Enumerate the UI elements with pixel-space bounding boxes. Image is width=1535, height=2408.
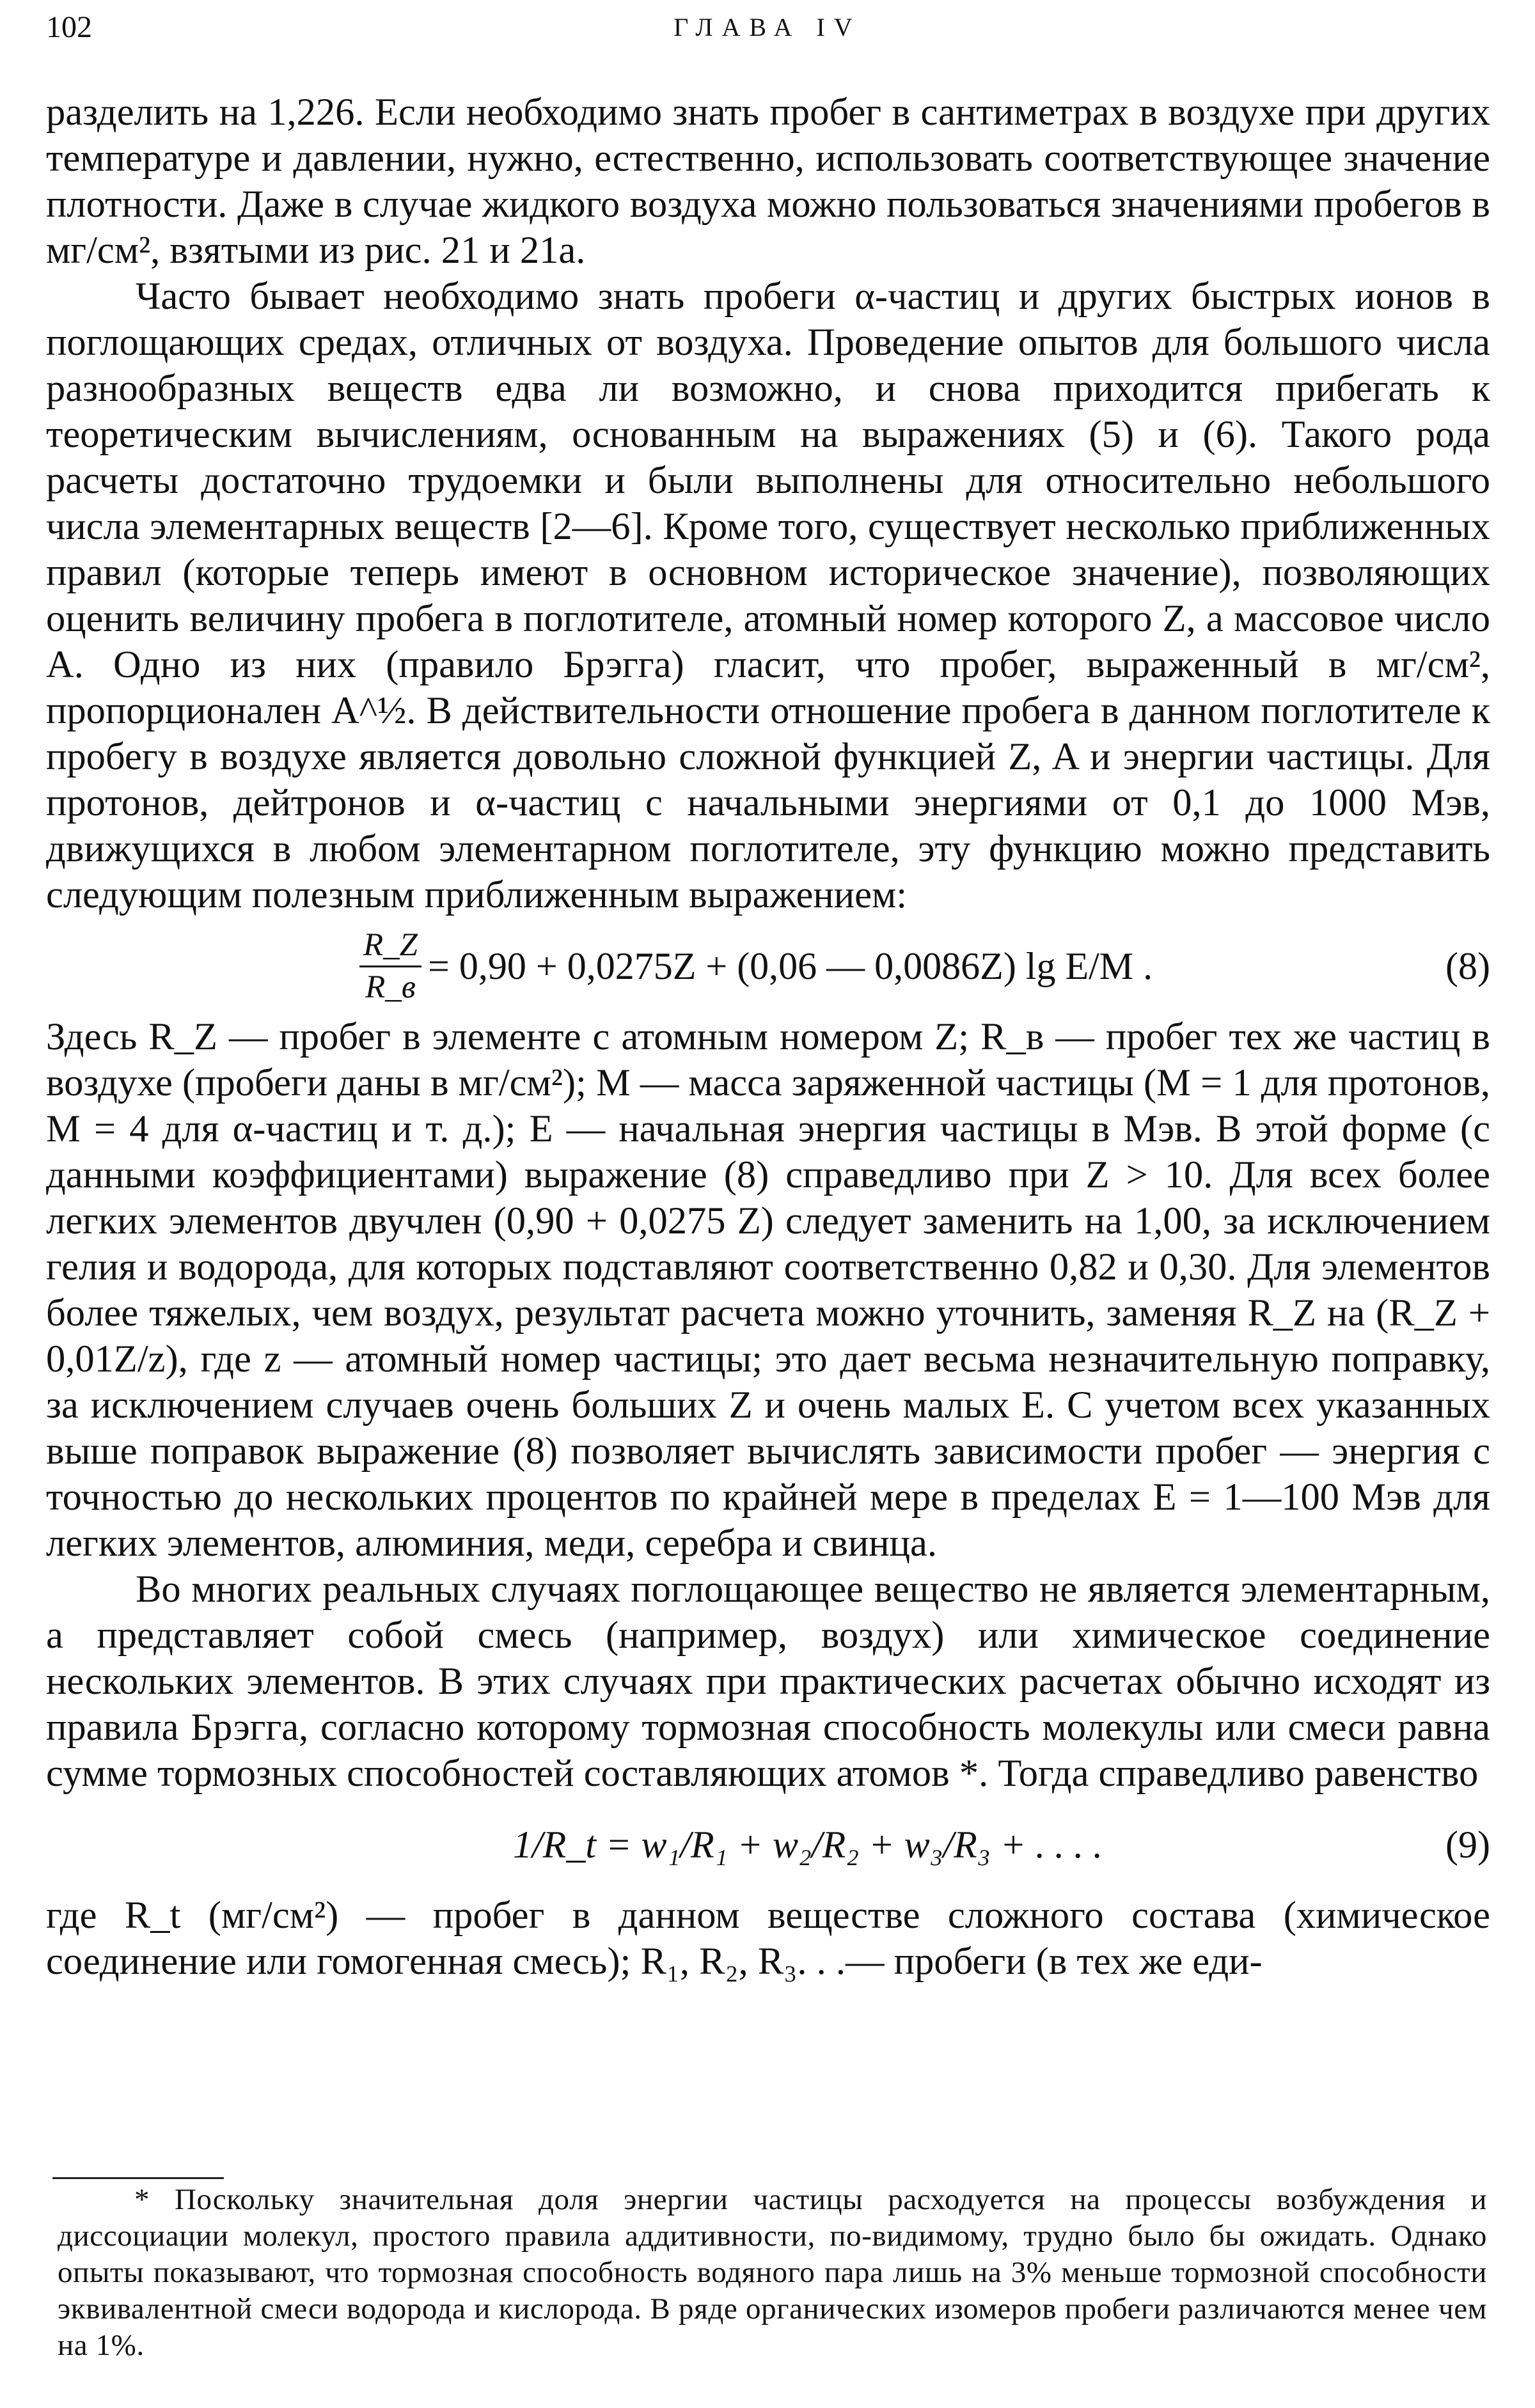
equation-8-lhs-fraction xyxy=(359,926,421,1005)
body-text xyxy=(46,90,1490,1985)
equation-8-number: (8) xyxy=(1445,945,1490,987)
equation-8-lhs-denominator: R_в xyxy=(365,969,416,1005)
running-head: ГЛАВА IV xyxy=(673,13,862,42)
equation-9 xyxy=(46,1797,1490,1893)
equation-8-lhs-numerator: R_Z xyxy=(359,929,421,967)
page-header xyxy=(46,5,1489,50)
paragraph-symbol-definitions: Здесь R_Z — пробег в элементе с атомным номером Z; R_в — пробег тех же частиц в воздухе (пробеги даны в мг/см²); M — масса заряженной частицы (M = 1 для протонов, M = 4 для α-частиц и т. д.); E — начальная энергия частицы в Мэв. В этой форме (с данными коэффициентами) выражение (8) справедливо при Z > 10. Для всех более легких элементов двучлен (0,90 + 0,0275 Z) следует заменить на 1,00, за исключением гелия и водорода, для которых подставляют соответственно 0,82 и 0,30. Для элементов более тяжелых, чем воздух, результат расчета можно уточнить, заменяя R_Z на (R_Z + 0,01Z/z), где z — атомный номер частицы; это дает весьма незначительную поправку, за исключением случаев очень больших Z и очень малых E. С учетом всех указанных выше поправок выражение (8) позволяет вычислять зависимости пробег — энергия с точностью до нескольких процентов по крайней мере в пределах E = 1—100 Мэв для легких элементов, алюминия, меди, серебра и свинца. xyxy=(46,1015,1490,1565)
footnote xyxy=(58,2182,1487,2364)
equation-8 xyxy=(46,918,1490,1014)
paragraph-ranges-in-absorbers: Часто бывает необходимо знать пробеги α-частиц и других быстрых ионов в поглощающих средах, отличных от воздуха. Проведение опытов для большого числа разнообразных веществ едва ли возможно, и снова приходится прибегать к теоретическим вычислениям, основанным на выражениях (5) и (6). Такого рода расчеты достаточно трудоемки и были выполнены для относительно небольшого числа элементарных веществ [2—6]. Кроме того, существует несколько приближенных правил (которые теперь имеют в основном историческое значение), позволяющих оценить величину пробега в поглотителе, атомный номер которого Z, а массовое число A. Одно из них (правило Брэгга) гласит, что пробег, выраженный в мг/см², пропорционален A^½. В действительности отношение пробега в данном поглотителе к пробегу в воздухе является довольно сложной функцией Z, A и энергии частицы. Для протонов, дейтронов и α-частиц с начальными энергиями от 0,1 до 1000 Мэв, движущихся в любом элементарном поглотителе, эту функцию можно представить следующим полезным приближенным выражением: xyxy=(46,275,1490,916)
equation-9-text: 1/R_t = w₁/R₁ + w₂/R₂ + w₃/R₃ + . . . . xyxy=(513,1824,1103,1866)
equation-9-number: (9) xyxy=(1445,1824,1490,1866)
footnote-divider xyxy=(52,2177,224,2179)
paragraph-continuation: разделить на 1,226. Если необходимо знать пробег в сантиметрах в воздухе при других температуре и давлении, нужно, естественно, использовать соответствующее значение плотности. Даже в случае жидкого воздуха можно пользоваться значениями пробегов в мг/см², взятыми из рис. 21 и 21а. xyxy=(46,91,1490,272)
equation-8-expression xyxy=(353,918,1153,1014)
paragraph-range-definition: где R_t (мг/см²) — пробег в данном веществе сложного состава (химическое соединение или гомогенная смесь); R₁, R₂, R₃. . .— пробеги (в тех же еди- xyxy=(46,1894,1490,1983)
equation-9-expression xyxy=(513,1797,1103,1893)
page-number: 102 xyxy=(46,10,92,44)
footnote-text: * Поскольку значительная доля энергии частицы расходуется на процессы возбуждения и диссоциации молекул, простого правила аддитивности, по-видимому, трудно было бы ожидать. Однако опыты показывают, что тормозная способность водяного пара лишь на 3% меньше тормозной способности эквивалентной смеси водорода и кислорода. В ряде органических изомеров пробеги различаются менее чем на 1%. xyxy=(58,2183,1487,2362)
equation-8-rhs: = 0,90 + 0,0275Z + (0,06 — 0,0086Z) lg E/M . xyxy=(428,945,1153,987)
paragraph-compounds: Во многих реальных случаях поглощающее вещество не является элементарным, а представляет собой смесь (например, воздух) или химическое соединение нескольких элементов. В этих случаях при практических расчетах обычно исходят из правила Брэгга, согласно которому тормозная способность молекулы или смеси равна сумме тормозных способностей составляющих атомов *. Тогда справедливо равенство xyxy=(46,1568,1490,1795)
